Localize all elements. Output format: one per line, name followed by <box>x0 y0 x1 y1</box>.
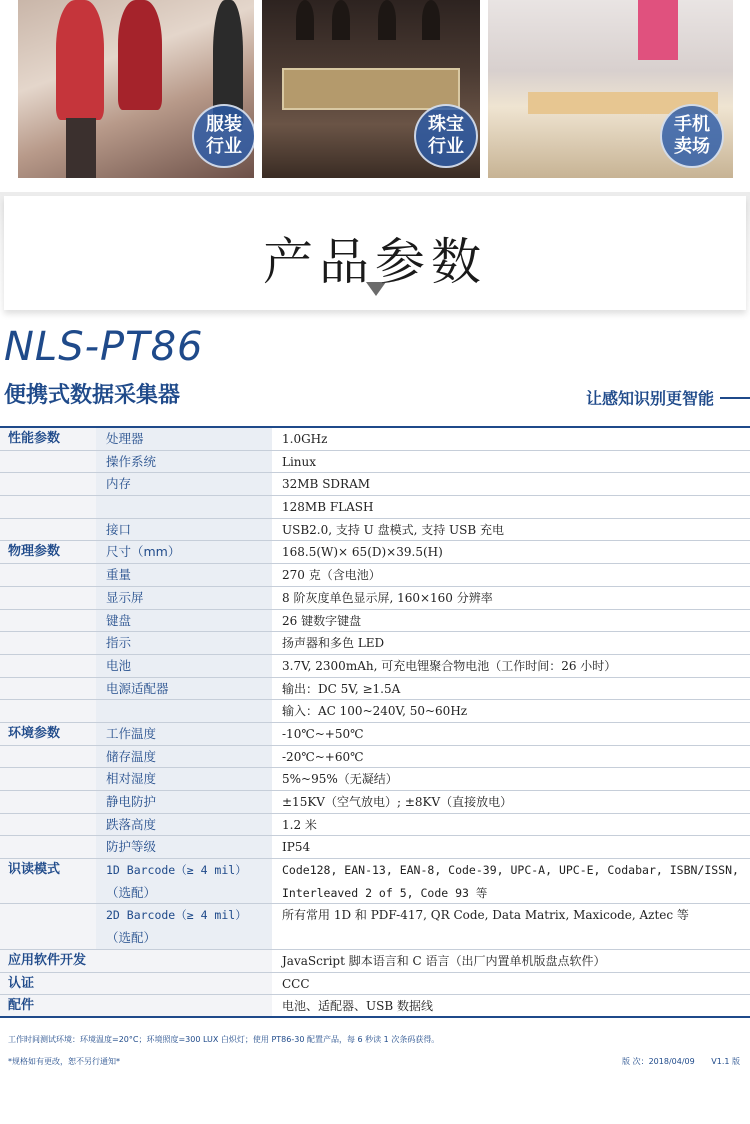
spec-value: Linux <box>282 454 317 469</box>
phone-store-photo <box>488 0 733 178</box>
product-subtitle: 便携式数据采集器 <box>4 383 181 408</box>
version-date: 版 次：2018/04/09 <box>622 1057 695 1066</box>
badge-line-1: 服装 <box>206 114 242 135</box>
spec-row <box>0 655 750 678</box>
spec-label <box>96 700 272 722</box>
jewelry-stand <box>332 0 350 40</box>
spec-label: 工作温度 <box>106 725 157 741</box>
spec-row <box>0 564 750 587</box>
spec-label: 1D Barcode（≥ 4 mil） <box>106 863 247 878</box>
spec-row <box>0 768 750 791</box>
product-slogan <box>586 386 750 409</box>
spec-value: ±15KV（空气放电）; ±8KV（直接放电） <box>282 795 513 809</box>
product-model: NLS-PT86 <box>4 324 204 370</box>
section-title: 产品参数 <box>263 233 487 291</box>
spec-row <box>0 451 750 474</box>
spec-value: IP54 <box>282 840 311 855</box>
spec-row <box>0 587 750 610</box>
spec-row <box>0 473 750 496</box>
spec-row <box>0 519 750 542</box>
spec-value: USB2.0, 支持 U 盘模式, 支持 USB 充电 <box>282 522 505 537</box>
mannequin-figure <box>56 0 104 120</box>
spec-category: 性能参数 <box>8 431 61 446</box>
badge-line-2: 行业 <box>428 136 464 157</box>
section-header-card <box>4 196 746 310</box>
spec-row <box>0 882 750 905</box>
spec-value: 扬声器和多色 LED <box>282 636 385 651</box>
version-info <box>622 1056 740 1067</box>
spec-row <box>0 700 750 723</box>
spec-value: -10℃~+50℃ <box>282 726 364 741</box>
spec-label: 尺寸（mm） <box>106 544 181 560</box>
spec-row <box>0 610 750 633</box>
spec-value: Interleaved 2 of 5, Code 93 等 <box>282 885 488 900</box>
spec-label: 键盘 <box>106 612 132 628</box>
spec-label: 接口 <box>106 521 132 537</box>
spec-value: 26 键数字键盘 <box>282 613 362 628</box>
industry-photo-strip <box>0 0 750 195</box>
spec-label: 静电防护 <box>106 794 157 809</box>
spec-category: 物理参数 <box>8 544 61 560</box>
spec-category: 识读模式 <box>8 862 61 878</box>
spec-row <box>0 678 750 701</box>
spec-category: 应用软件开发 <box>8 952 87 968</box>
spec-row <box>0 746 750 769</box>
spec-label: 防护等级 <box>106 839 157 855</box>
spec-row <box>0 496 750 519</box>
spec-row <box>0 904 750 927</box>
slogan-rule <box>720 397 750 399</box>
spec-row <box>0 973 750 996</box>
industry-badge <box>660 104 724 168</box>
spec-label: 相对湿度 <box>106 771 157 787</box>
badge-line-1: 手机 <box>674 114 710 135</box>
spec-label: 电池 <box>106 657 132 673</box>
spec-category: 认证 <box>8 975 35 991</box>
spec-value: Code128, EAN-13, EAN-8, Code-39, UPC-A, UPC-E, Codabar, ISBN/ISSN, <box>282 863 739 878</box>
spec-value: 32MB SDRAM <box>282 477 371 492</box>
spec-label: 跌落高度 <box>106 816 157 832</box>
spec-row <box>0 836 750 859</box>
spec-value: 8 阶灰度单色显示屏, 160×160 分辨率 <box>282 590 493 605</box>
industry-badge <box>192 104 254 168</box>
spec-row <box>0 927 750 950</box>
spec-row <box>0 541 750 564</box>
apparel-industry-photo <box>18 0 254 178</box>
spec-label: 储存温度 <box>106 748 157 764</box>
spec-row <box>0 428 750 451</box>
spec-value: 168.5(W)× 65(D)×39.5(H) <box>282 545 443 560</box>
spec-value: -20℃~+60℃ <box>282 749 364 764</box>
spec-value <box>272 927 750 949</box>
spec-value: 3.7V, 2300mAh, 可充电锂聚合物电池（工作时间：26 小时） <box>282 658 617 673</box>
spec-value: 1.2 米 <box>282 817 317 832</box>
spec-value: 128MB FLASH <box>282 500 374 515</box>
section-header <box>0 192 750 320</box>
mannequin-figure <box>118 0 162 110</box>
spec-row <box>0 814 750 837</box>
spec-label: （选配） <box>106 884 157 900</box>
spec-label: 处理器 <box>106 431 144 446</box>
badge-line-1: 珠宝 <box>428 114 464 135</box>
spec-group-reading <box>0 859 750 950</box>
spec-label: 指示 <box>106 635 132 651</box>
jewelry-display-case <box>282 68 460 110</box>
spec-value: JavaScript 脚本语言和 C 语言（出厂内置单机版盘点软件） <box>282 953 606 968</box>
spec-row <box>0 632 750 655</box>
badge-line-2: 卖场 <box>674 136 710 157</box>
spec-group-accessories <box>0 995 750 1018</box>
slogan-text: 让感知识别更智能 <box>585 389 714 408</box>
spec-value: 输入：AC 100~240V, 50~60Hz <box>282 704 468 719</box>
spec-label: 内存 <box>106 476 132 492</box>
spec-label <box>96 496 272 518</box>
jewelry-stand <box>422 0 440 40</box>
spec-row <box>0 791 750 814</box>
spec-value: 270 克（含电池） <box>282 568 381 583</box>
spec-value: 输出：DC 5V, ≥1.5A <box>282 681 401 696</box>
spec-change-note: *规格如有更改，恕不另行通知* <box>8 1057 120 1066</box>
industry-badge <box>414 104 478 168</box>
spec-label: 显示屏 <box>106 589 144 605</box>
test-environment-note: 工作时间测试环境：环境温度=20°C；环境照度=300 LUX 白炽灯；使用 PT86-30 配置产品，每 6 秒读 1 次条码获得。 <box>8 1035 440 1044</box>
spec-label: 电源适配器 <box>106 680 169 696</box>
spec-group-environment <box>0 723 750 859</box>
spec-category: 环境参数 <box>8 725 61 741</box>
spec-value: 电池、适配器、USB 数据线 <box>282 999 433 1014</box>
spec-value: CCC <box>282 976 310 991</box>
badge-line-2: 行业 <box>206 136 242 157</box>
down-triangle-icon <box>366 282 386 296</box>
spec-label: （选配） <box>106 930 157 946</box>
spec-row <box>0 723 750 746</box>
store-wall-display <box>638 0 678 60</box>
spec-label: 2D Barcode（≥ 4 mil） <box>106 908 247 923</box>
version-number: V1.1 版 <box>711 1057 740 1066</box>
spec-group-software <box>0 950 750 973</box>
mannequin-legs <box>66 118 96 178</box>
spec-group-performance <box>0 428 750 541</box>
jewelry-industry-photo <box>262 0 480 178</box>
spec-value: 1.0GHz <box>282 432 328 446</box>
spec-label: 重量 <box>106 567 132 583</box>
spec-group-physical <box>0 541 750 723</box>
spec-table <box>0 426 750 1018</box>
spec-label: 操作系统 <box>106 453 157 469</box>
spec-row <box>0 859 750 882</box>
spec-value: 所有常用 1D 和 PDF-417, QR Code, Data Matrix, Maxicode, Aztec 等 <box>282 908 689 923</box>
jewelry-stand <box>296 0 314 40</box>
spec-category: 配件 <box>8 998 35 1014</box>
spec-row <box>0 950 750 973</box>
spec-value: 5%~95%（无凝结） <box>282 772 398 787</box>
spec-group-certification <box>0 973 750 996</box>
jewelry-stand <box>378 0 396 40</box>
spec-row <box>0 995 750 1018</box>
